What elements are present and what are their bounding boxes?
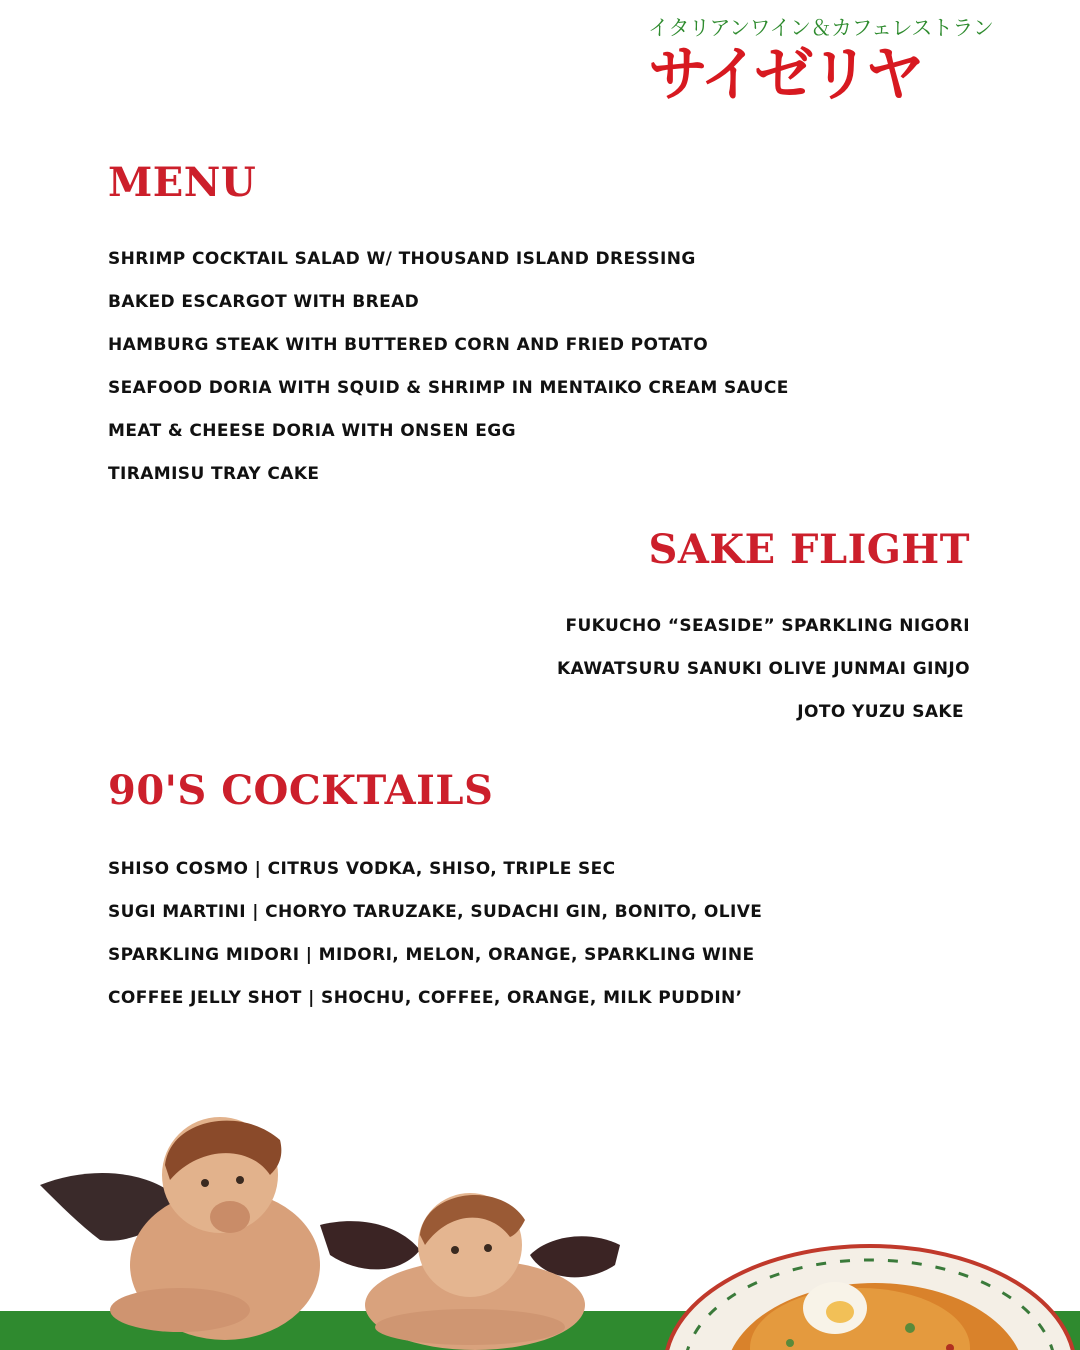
logo-brand: サイゼリヤ <box>648 40 921 110</box>
sake-item: KAWATSURU SANUKI OLIVE JUNMAI GINJO <box>557 659 970 679</box>
cocktail-item: SHISO COSMO | CITRUS VODKA, SHISO, TRIPLE SEC <box>108 859 616 879</box>
menu-title: MENU <box>108 159 257 206</box>
cocktail-item: SUGI MARTINI | CHORYO TARUZAKE, SUDACHI GIN, BONITO, OLIVE <box>108 902 763 922</box>
cocktails-title: 90'S COCKTAILS <box>108 767 494 814</box>
menu-item: SEAFOOD DORIA WITH SQUID & SHRIMP IN MENTAIKO CREAM SAUCE <box>108 378 789 398</box>
cocktails-list <box>108 858 762 1030</box>
doria-plate-photo <box>660 1238 1080 1350</box>
sake-item: JOTO YUZU SAKE <box>797 702 964 722</box>
cocktail-item: COFFEE JELLY SHOT | SHOCHU, COFFEE, ORANGE, MILK PUDDIN’ <box>108 988 743 1008</box>
menu-list <box>108 248 789 506</box>
menu-item: TIRAMISU TRAY CAKE <box>108 464 320 484</box>
menu-item: MEAT & CHEESE DORIA WITH ONSEN EGG <box>108 421 517 441</box>
cherubs-illustration <box>30 1105 630 1350</box>
logo-subtitle: イタリアンワイン＆カフェレストラン <box>648 16 994 40</box>
menu-item: BAKED ESCARGOT WITH BREAD <box>108 292 420 312</box>
sake-flight-title: SAKE FLIGHT <box>648 526 970 573</box>
sake-list <box>557 615 970 744</box>
menu-item: SHRIMP COCKTAIL SALAD W/ THOUSAND ISLAND DRESSING <box>108 249 696 269</box>
cocktail-item: SPARKLING MIDORI | MIDORI, MELON, ORANGE, SPARKLING WINE <box>108 945 755 965</box>
sake-item: FUKUCHO “SEASIDE” SPARKLING NIGORI <box>565 616 970 636</box>
menu-item: HAMBURG STEAK WITH BUTTERED CORN AND FRIED POTATO <box>108 335 709 355</box>
